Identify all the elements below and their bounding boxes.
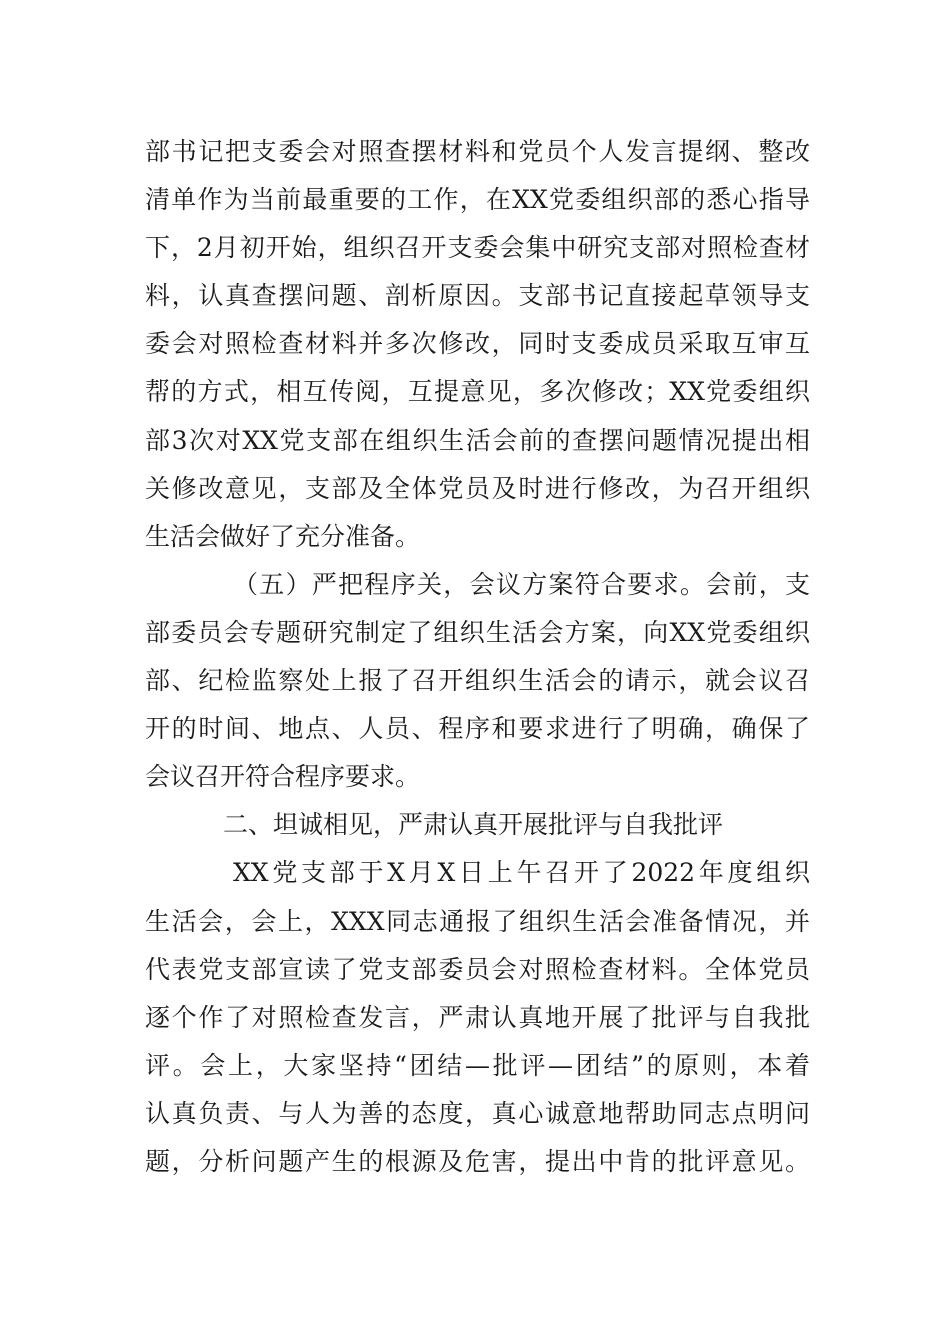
text-line: 生活会，会上，XXX同志通报了组织生活会准备情况，并 [145,906,810,936]
text-line: 部3次对XX党支部在组织生活会前的查摆问题情况提出相 [145,425,810,455]
text-line: 代表党支部宣读了党支部委员会对照检查材料。全体党员 [145,954,810,984]
text-line: 开的时间、地点、人员、程序和要求进行了明确，确保了 [145,714,810,744]
section-heading-line: （五）严把程序关，会议方案符合要求。会前，支 [233,569,810,599]
text-line: 部书记把支委会对照查摆材料和党员个人发言提纲、整改 [145,137,810,166]
text-line: 逐个作了对照检查发言，严肃认真地开展了批评与自我批 [145,1002,810,1032]
section-heading: 二、坦诚相见，严肃认真开展批评与自我批评 [223,810,724,840]
text-line: 题，分析问题产生的根源及危害，提出中肯的批评意见。 [145,1146,810,1176]
text-line: 帮的方式，相互传阅，互提意见，多次修改；XX党委组织 [145,377,810,407]
text-line: 料，认真查摆问题、剖析原因。支部书记直接起草领导支 [145,281,810,311]
text-line: 清单作为当前最重要的工作，在XX党委组织部的悉心指导 [145,185,810,215]
text-line: 部委员会专题研究制定了组织生活会方案，向XX党委组织 [145,617,810,647]
text-line: 会议召开符合程序要求。 [145,762,421,792]
text-line: XX党支部于X月X日上午召开了2022年度组织 [233,858,810,888]
text-line: 认真负责、与人为善的态度，真心诚意地帮助同志点明问 [145,1098,810,1128]
text-line: 关修改意见，支部及全体党员及时进行修改，为召开组织 [145,473,810,503]
text-line: 委会对照检查材料并多次修改，同时支委成员采取互审互 [145,329,810,359]
text-line: 生活会做好了充分准备。 [145,521,421,551]
text-line: 部、纪检监察处上报了召开组织生活会的请示，就会议召 [145,666,810,696]
body-text [145,128,810,1186]
text-line: 下，2月初开始，组织召开支委会集中研究支部对照检查材 [145,233,810,263]
text-line: 评。会上，大家坚持“团结—批评—团结”的原则，本着 [145,1050,810,1080]
